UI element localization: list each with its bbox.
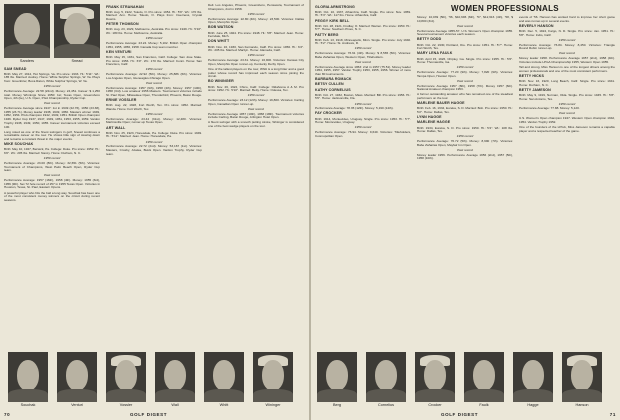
bio-paragraph: Performance Average: 77.88. Money: 5,120. bbox=[519, 106, 580, 111]
record-subheading: Past record bbox=[146, 80, 162, 85]
bio-paragraph: Performance Average since 1947: 1st in 1949 (22.76), 1950 (23.38), 1955 (23.71). Money leader 1938, 1949, 1950. Masters winner 1949, 1952, 1954. PGA champion 1942, 1949, 1951. British Open champion 1946. Ryder Cup 1937, 1947, 1949, 1951, 1953, 1955, 1959. Vardon Trophy 1938, 1949, 1950, 1955. Career tournament victories exceed 100. bbox=[4, 106, 100, 129]
bio-paragraph: Birth: June 25, 1924. Pro since: 1948. Ht.: 5'8". Married: Jean. Home: Ferndale, Mich. bbox=[208, 30, 304, 39]
photo-caption: Snead bbox=[71, 59, 83, 63]
bio-paragraph: Performance Average 1957 (8th), 1958 (7th). Money 1957 (6th). National Amateur champion 1953. bbox=[417, 83, 513, 92]
bio-paragraph: Birth: 1934, Eureka, S. D. Pro since: 1950. Ht.: 5'2". Wt.: 108 lbs. Home: Dallas, Tex. bbox=[417, 125, 513, 134]
golfer-name: BARBARA ROMACK bbox=[315, 77, 352, 82]
left-page bbox=[0, 0, 309, 420]
bio-paragraph: Performance Average: 1957 (16th), 1958 (4th). Money: 1955 (3rd), 1956 (9th). Set 72 hole record of 257 in 1955 Texas Open. Victories in Houston, Texas, St. Paul, Eastern Opens. bbox=[4, 178, 100, 190]
bio-paragraph: Money leader 1958. Performance Average 1957 (2nd), 1958 (4th). Victories include LPGA Championship 1955, Western Open 1955. bbox=[519, 56, 615, 64]
golfer-photo-sanders bbox=[4, 4, 50, 58]
record-subheading: 1959 record bbox=[247, 53, 265, 58]
record-subheading: 1959 record bbox=[558, 37, 576, 42]
photo-caption: Wininger bbox=[265, 403, 281, 407]
bio-paragraph: One of the founders of the LPGA, Miss Jameson remains a capable player and a respected teacher of the game. bbox=[519, 124, 615, 133]
bio-paragraph: events of '56. Hanson has worked hard to improve her short game and was runner-up in several events. bbox=[519, 16, 615, 23]
golfer-name: BOB WATSON bbox=[208, 25, 234, 30]
record-subheading: Past record bbox=[248, 106, 264, 111]
bio-paragraph: Performance Average 1955-57. U.S. Women's Open champion 1955. Several tournament victories each season. bbox=[417, 28, 513, 37]
golfer-photo-crocker bbox=[415, 352, 455, 402]
bio-paragraph: Performance Average: 22.92 (5th). Money: 25,886 (6th). Victories: Los Angeles Open, Gleneagles-Chicago Open. bbox=[106, 72, 202, 80]
bio-paragraph: Birth: Oct. 22, 1930, Portland, Ore. Pro since: 1951. Ht.: 5'7". Home: Fort Worth, Tex. bbox=[417, 42, 513, 51]
record-subheading: Past record bbox=[44, 173, 60, 178]
photo-caption: Hagge bbox=[527, 403, 539, 407]
record-subheading: Past record bbox=[355, 59, 371, 64]
record-subheading: 1959 record bbox=[43, 84, 61, 89]
bio-paragraph: Birth: Nov. 16, 1920, Long Beach, Calif. Single. Pro since: 1941. Home: Durham, N. C. bbox=[519, 78, 615, 87]
bio-paragraph: Birth: May 10, 1927, Berwick, Pa. College: Duke. Pro since: 1952. Ht.: 6'0". Wt.: 205 lbs. Married: Nancy. Home: Durham, N. C. bbox=[4, 147, 100, 156]
text-column bbox=[519, 16, 615, 348]
bio-paragraph: Birth: 1914, Montevideo, Uruguay. Single. Pro since: 1953. Ht.: 5'7". Home: Montevideo, Uruguay. bbox=[315, 116, 411, 125]
golfer-name: BETSY CULLEN bbox=[315, 82, 344, 87]
bio-paragraph: Performance Average: 1957 (9th), 1958 (4th). Money: 1957 (10th), 1958 (3rd). Low amateur 1956 Masters. Tournament victories include St. Paul Open, Milwaukee Open, Thunderbird, Phoenix, Baton Rouge. bbox=[106, 85, 202, 97]
bio-paragraph: Birth: May 9, 1919, Norman, Okla. Single. Pro since: 1945. Ht.: 5'8". Home: San Antonio, Tex. bbox=[519, 92, 615, 101]
page-number: 70 bbox=[4, 412, 11, 417]
bio-paragraph: Long noted as one of the finest swingers in golf, Snead continues a remarkable career on the tour. He shows little sign of slowing down and remains a constant threat in the major events. bbox=[4, 129, 100, 142]
bio-paragraph: U.S. Women's Open champion 1947. Western Open champion 1942, 1954. Vardon Trophy 1952. bbox=[519, 116, 615, 124]
photo-caption: Sanders bbox=[19, 59, 35, 63]
bio-paragraph: Performance Average: 76.61 (4th). Money: $ 8,565 (5th). Victories: Babe Zaharias Open, Western Open, Titleholders. bbox=[315, 51, 411, 59]
record-subheading: 1959 record bbox=[354, 125, 372, 130]
golfer-photo-souchak bbox=[8, 352, 48, 402]
golfer-photo-cornelius bbox=[366, 352, 406, 402]
bio-paragraph: Birth: Oct. 27, 1932, Boston, Mass. Married: Bill. Pro since: 1956. Ht.: 5'6". Home: Jacksonville, Fla. bbox=[315, 92, 411, 101]
golfer-name: ART WALL bbox=[106, 125, 126, 130]
page-number: 71 bbox=[609, 412, 616, 417]
bio-paragraph: Performance Average: 76.72 (5th). Money: 8,990 (7th). Victories: Babe Zaharias Open, Mayfair Inn Open. bbox=[417, 139, 513, 147]
bio-paragraph: Birth: Aug. 22, 1928, Fort Worth, Tex. Pro since: 1952. Married: Wanda. Home: Fort Worth, Tex. bbox=[106, 103, 202, 111]
bio-paragraph: Performance Average: 23.24. Money: 5,102. British Open champion 1954, 1955, 1956, 1958. Canada Cup team member. bbox=[106, 40, 202, 49]
golfer-photo-venturi bbox=[57, 352, 97, 402]
record-subheading: 1959 record bbox=[354, 46, 372, 51]
bio-paragraph: Performance Average: 23.00 (8th). Money: 32,651 (5th). Victories: Tournament of Champions, West Palm Beach Open, Ryder Cup team. bbox=[4, 160, 100, 173]
golfer-photo-vossler bbox=[106, 352, 146, 402]
bio-paragraph: Performance Average: 22.80 (4th). Money: 23,500. Victories: Dallas Open, Memphis Open. bbox=[208, 16, 304, 25]
bio-paragraph: Birth: Oct. 28, 1921, Findlay, O. Married: Warren. Pro since: 1950. Ht.: 5'7". Home: Southern Pines, N. C. bbox=[315, 23, 411, 32]
photo-caption: Wall bbox=[171, 403, 179, 407]
photo-caption: Vossler bbox=[119, 403, 133, 407]
golfer-name: SAM SNEAD bbox=[4, 66, 27, 71]
golfer-name: DON WHITT bbox=[208, 39, 230, 44]
bio-paragraph: Money: 10,039 (5th), '56, $10,696 (6th), '57, $12,616 (4th), '58, $ 10,800 (3rd). bbox=[417, 16, 513, 23]
record-subheading: 1959 record bbox=[145, 139, 163, 144]
golfer-name: MIKE SOUCHAK bbox=[4, 142, 34, 147]
bio-paragraph: Performance Average: 23.31. Money: 16,900. Victories: Kansas City Open, Memphis Open runner-up, Kentucky Derby Open. bbox=[208, 58, 304, 66]
photo-caption: Hanson bbox=[575, 403, 589, 407]
golfer-name: PATTY BERG bbox=[315, 32, 339, 37]
bio-paragraph: Tall and strong, Miss Hanson is one of the longest drivers among the women professionals and one of the most consistent performers. bbox=[519, 64, 615, 73]
bio-paragraph: Performance Average: 23.44 (31st). Money: 12,480. Victories: Martinsville Open; runner-up Texas Open. bbox=[106, 116, 202, 125]
bio-paragraph: Birth: Nov. 26, 1922, Chico, Calif. College: Oklahoma A & M. Pro since: 1952. Ht.: 5'10". Married: Betty. Home: Odessa, Tex. bbox=[208, 84, 304, 93]
record-subheading: 1959 record bbox=[354, 101, 372, 106]
bio-paragraph: Birth: Feb. 16, 1934, Eureka, S. D. Married: Bob. Pro since: 1950. Ht.: 5'2". Home: Dallas, Tex. bbox=[417, 106, 513, 114]
bio-paragraph: Performance Average: 76.94. Money: 9,640. Victories: Titleholders, Cosmopolitan Open. bbox=[315, 130, 411, 138]
bio-paragraph: Birth: Aug. 23, 1929, Melbourne, Australia. Pro since: 1949. Ht.: 5'10". Wt.: 180 lbs. Home: Melbourne, Australia. bbox=[106, 27, 202, 35]
page-footer: GOLF DIGEST bbox=[441, 412, 479, 417]
golfer-name: BO WININGER bbox=[208, 79, 234, 84]
golfer-name: MARLENE BAUER HAGGE bbox=[417, 101, 465, 106]
photo-caption: Venturi bbox=[71, 403, 83, 407]
bio-paragraph: Birth: Nov. 16, 1930, San Fernando, Calif. Pro since: 1956. Ht.: 6'2". Wt.: 205 lbs. Married: Marilyn. Home: Alameda, Calif. bbox=[208, 44, 304, 53]
record-subheading: Past record bbox=[559, 51, 575, 56]
record-subheading: Past record bbox=[44, 101, 60, 106]
bio-paragraph: Birth: April 15, 1926, Chipley, Ga. Single. Pro since: 1955. Ht.: 5'6". Home: Thomasville, Ga. bbox=[417, 56, 513, 65]
golfer-name: PETER THOMSON bbox=[106, 22, 139, 27]
photo-caption: Berg bbox=[332, 403, 342, 407]
golfer-name: BETTY HICKS bbox=[519, 73, 544, 78]
record-subheading: Past record bbox=[457, 23, 473, 28]
photo-caption: Faulk bbox=[479, 403, 489, 407]
bio-paragraph: Birth: Feb. 13, 1918, Minneapolis, Minn. Single. Pro since: July 1940. Ht.: 5'2". Home: St. Andrews, Ill. bbox=[315, 37, 411, 46]
golfer-photo-berg bbox=[317, 352, 357, 402]
golfer-name: BETTY JAMESON bbox=[519, 87, 551, 92]
record-subheading: 1959 record bbox=[145, 67, 163, 72]
text-column bbox=[208, 4, 304, 348]
golfer-photo-faulk bbox=[464, 352, 504, 402]
bio-paragraph: Performance Average: 77.20 (9th). Money: 7,820 (9th). Victories: Tampa Open, Hoosier Open. bbox=[417, 70, 513, 78]
photo-caption: Crocker bbox=[428, 403, 442, 407]
golfer-photo-wininger bbox=[253, 352, 293, 402]
golfer-name: BEVERLY HANSON bbox=[519, 23, 554, 28]
golfer-name: MARLENE HAGGE bbox=[417, 120, 451, 125]
golfer-photo-hanson bbox=[562, 352, 602, 402]
bio-paragraph: A former outstanding amateur who has remained one of the steadiest performers on the tour. bbox=[417, 92, 513, 100]
bio-paragraph: Dell. Los Angeles, Phoenix, Greensboro, Pensacola, Tournament of Champions, 2nd in 1958. bbox=[208, 4, 304, 11]
text-column bbox=[4, 66, 100, 348]
bio-paragraph: A fluent swinger with a smooth putting stroke, Wininger is considered one of the best wedge players on the tour. bbox=[208, 120, 304, 128]
bio-paragraph: Birth: Nov. 25, 1923, Honesdale, Pa. College: Duke. Pro since: 1949. Ht.: 5'11". Married: Jean. Home: Honesdale, Pa. bbox=[106, 130, 202, 139]
text-column bbox=[106, 4, 202, 348]
golfer-name: KATHY CORNELIUS bbox=[315, 87, 351, 92]
text-column bbox=[315, 4, 411, 348]
record-subheading: 1959 record bbox=[145, 112, 163, 116]
golfer-photo-hagge bbox=[513, 352, 553, 402]
golfer-name: ERNIE VOSSLER bbox=[106, 98, 137, 103]
bio-paragraph: Performance Average: 22.58 (22nd). Money: 24,451. Career: $ 1,250 total. Money Winnings Since 1950: 1st; Texas Open, Greensboro Open, 4th (tie), U.S. Open, PGA Championship, Ryder Cup. bbox=[4, 88, 100, 101]
section-heading: WOMEN PROFESSIONALS bbox=[451, 4, 559, 13]
record-subheading: Past record bbox=[457, 78, 473, 83]
record-subheading: 1959 record bbox=[145, 36, 163, 41]
bio-paragraph: Performance Average: 76.84. Money: 8,450. Victories: Triangle Round Robin runner-up. bbox=[519, 42, 615, 51]
bio-paragraph: Birth: Aug. 5, 1922, Toledo, O. Pro since: 1954. Ht.: 5'9". Wt.: 170 lbs. Married: Ann. Home: Toledo, O. Plays from: Inverness, Crystal Downs. bbox=[106, 9, 202, 21]
right-page bbox=[311, 0, 620, 420]
golfer-name: PEGGY KIRK BELL bbox=[315, 18, 350, 23]
record-subheading: Past record bbox=[457, 147, 473, 152]
photo-caption: Whitt bbox=[219, 403, 229, 407]
record-subheading: 1959 record bbox=[247, 11, 265, 16]
bio-paragraph: Money leader 1956. Performance Average 1956 (2nd), 1957 (5th), 1958 (10th). bbox=[417, 152, 513, 161]
text-column bbox=[417, 16, 513, 348]
bio-paragraph: Performance Average: 22.72 (2nd). Money: 53,167 (1st). Victories: Masters, Crosby, Azalea, Buick Open. Vardon Trophy. Ryder Cup team. bbox=[106, 144, 202, 156]
photo-caption: Souchak bbox=[20, 403, 36, 407]
bio-paragraph: A powerful player who hits the ball a long way, Souchak has been one of the most consistent money winners on the circuit during recent seasons. bbox=[4, 190, 100, 202]
record-subheading: 1959 record bbox=[558, 101, 576, 106]
golfer-photo-wall bbox=[155, 352, 195, 402]
page-footer: GOLF DIGEST bbox=[130, 412, 168, 417]
golfer-name: FRANK STRANAHAN bbox=[106, 4, 144, 9]
record-subheading: Past record bbox=[559, 111, 575, 116]
record-subheading: 1959 record bbox=[247, 93, 265, 98]
bio-paragraph: Birth: May 15, 1931, San Francisco, Calif. College: San Jose State. Pro since: 1956. Ht.: 6'0". Wt.: 170 lbs. Married: Conni. Home: San Francisco, Calif. bbox=[106, 54, 202, 67]
bio-paragraph: Birth: Dec. 5, 1924, Fargo, N. D. Single. Pro since: Jan. 1951. Ht.: 5'8". Home: Indio, Calif. bbox=[519, 29, 615, 37]
bio-paragraph: Performance Average 1957 (10th), 1958 (18th). Tournament victories include Carling, Baton Rouge, Arlington Hotel Open. bbox=[208, 111, 304, 120]
bio-paragraph: One of the tallest players on the tour, Whitt is a long hitter and a good putter whose record has improved each season since joining the circuit. bbox=[208, 66, 304, 79]
bio-paragraph: Performance Average since 1953: 2nd in 1957 (75.51). Money leader 1954, 1955, 1957. Vardon Trophy 1953, 1955, 1956. Winner of more than 80 tournaments. bbox=[315, 64, 411, 76]
golfer-name: LYNN HAGGE bbox=[417, 115, 442, 120]
golfer-photo-snead bbox=[54, 4, 100, 58]
bio-paragraph: Birth: Oct. 10, 1937, Alhambra, Calif. Single. Pro since: Nov. 1959. Ht.: 5'3". Wt.: 117 lbs. Home: Alhambra, Calif. bbox=[315, 9, 411, 18]
golfer-photo-whitt bbox=[204, 352, 244, 402]
bio-paragraph: Birth: May 27, 1912, Hot Springs, Va. Pro since: 1933. Ht.: 5'11". Wt.: 185 lbs. Married: Audrey. Home: White Sulphur Springs, W. Va. Plays from: Greenbrier, Boca Raton, White Sulphur Springs, W. Va. bbox=[4, 71, 100, 83]
photo-caption: Cornelius bbox=[377, 403, 395, 407]
golfer-name: MARY LENA FAULK bbox=[417, 51, 453, 56]
bio-paragraph: Performance Average: 23.12 (12th). Money: 19,800. Victories: Carling Open, Canadian Open runner-up. bbox=[208, 98, 304, 106]
golfer-name: KEN VENTURI bbox=[106, 49, 132, 54]
golfer-name: BETTY DODD bbox=[417, 37, 442, 42]
record-subheading: 1959 record bbox=[43, 156, 61, 161]
bio-paragraph: Performance Average: 78.35 (12th). Money: 5,190 (14th). bbox=[315, 106, 394, 111]
record-subheading: 1959 record bbox=[456, 65, 474, 70]
golfer-name: FAY CROCKER bbox=[315, 111, 342, 116]
record-subheading: 1959 record bbox=[456, 134, 474, 139]
golfer-name: GLORIA ARMSTRONG bbox=[315, 4, 355, 9]
